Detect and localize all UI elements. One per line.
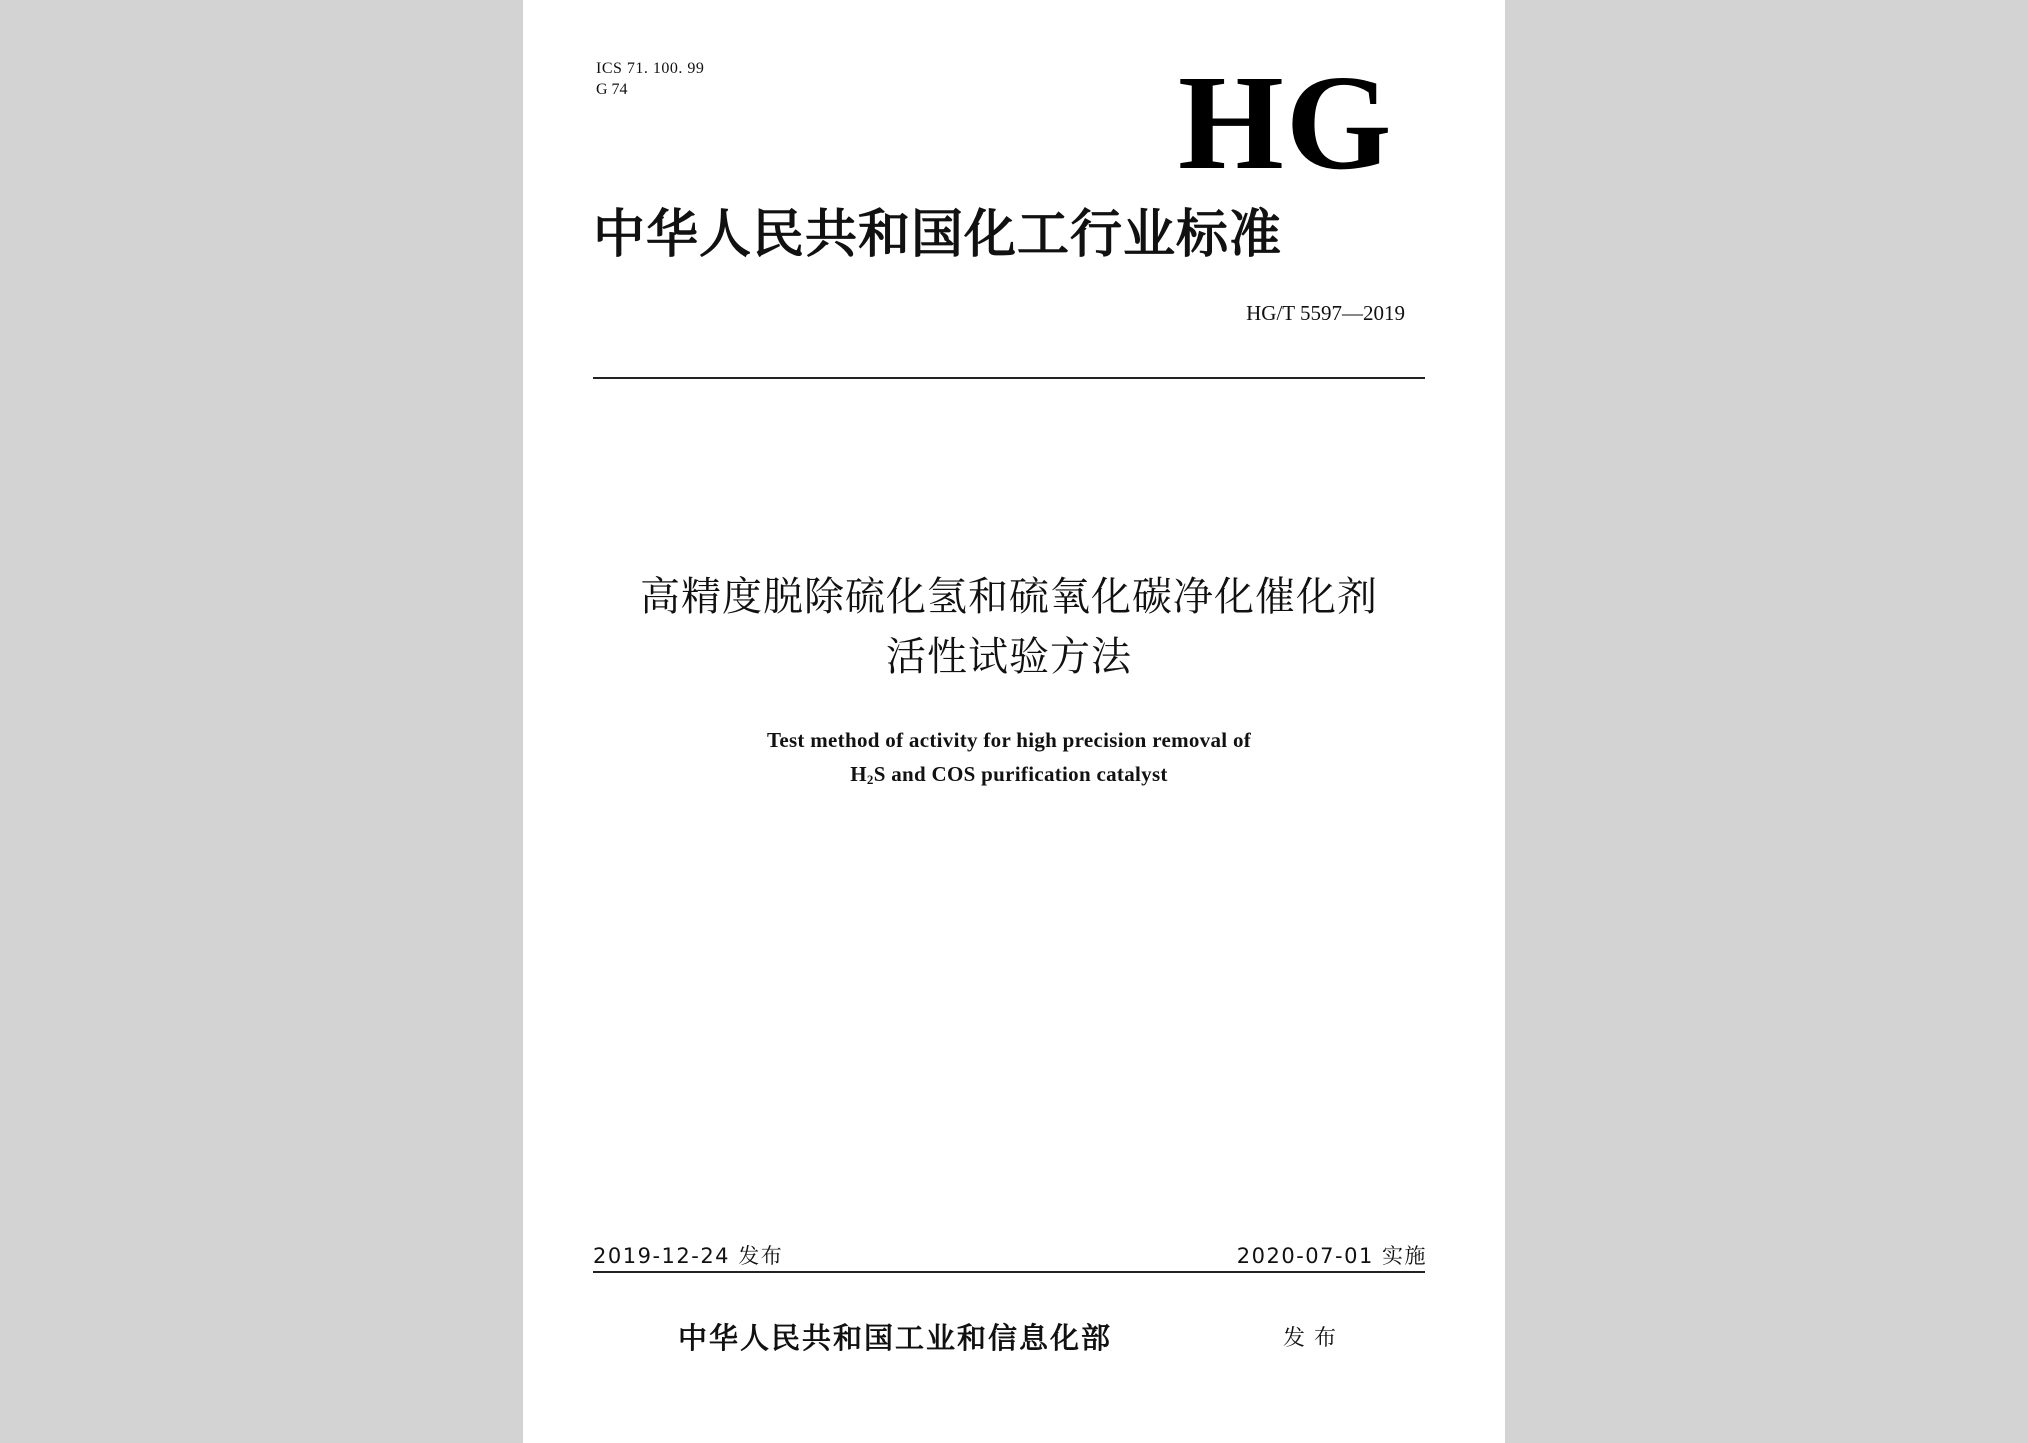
chinese-title <box>593 567 1425 687</box>
bottom-divider <box>593 1271 1425 1273</box>
publisher-name: 中华人民共和国工业和信息化部 <box>678 1321 1113 1355</box>
chinese-title-line-2: 活性试验方法 <box>886 634 1132 680</box>
english-title-rest: S and COS purification catalyst <box>873 762 1168 786</box>
english-title-subscript: 2 <box>866 772 874 787</box>
document-cover-page <box>523 0 1505 1443</box>
hg-logo: HG <box>1178 48 1394 198</box>
ccs-code: G 74 <box>596 81 628 98</box>
top-divider <box>593 377 1425 379</box>
standard-code: HG/T 5597—2019 <box>1246 301 1405 325</box>
chinese-title-line-1: 高精度脱除硫化氢和硫氧化碳净化催化剂 <box>640 574 1378 620</box>
english-title <box>593 723 1425 791</box>
implementation-date: 2020-07-01 实施 <box>1236 1244 1427 1268</box>
issue-date: 2019-12-24 发布 <box>593 1244 784 1268</box>
english-title-line-2 <box>593 757 1425 791</box>
english-title-h: H <box>850 762 867 786</box>
standard-type-title: 中华人民共和国化工行业标准 <box>593 205 1283 265</box>
english-title-line-1: Test method of activity for high precision removal of <box>766 728 1252 752</box>
publish-label: 发布 <box>1283 1326 1346 1351</box>
ics-code: ICS 71. 100. 99 <box>596 60 705 77</box>
